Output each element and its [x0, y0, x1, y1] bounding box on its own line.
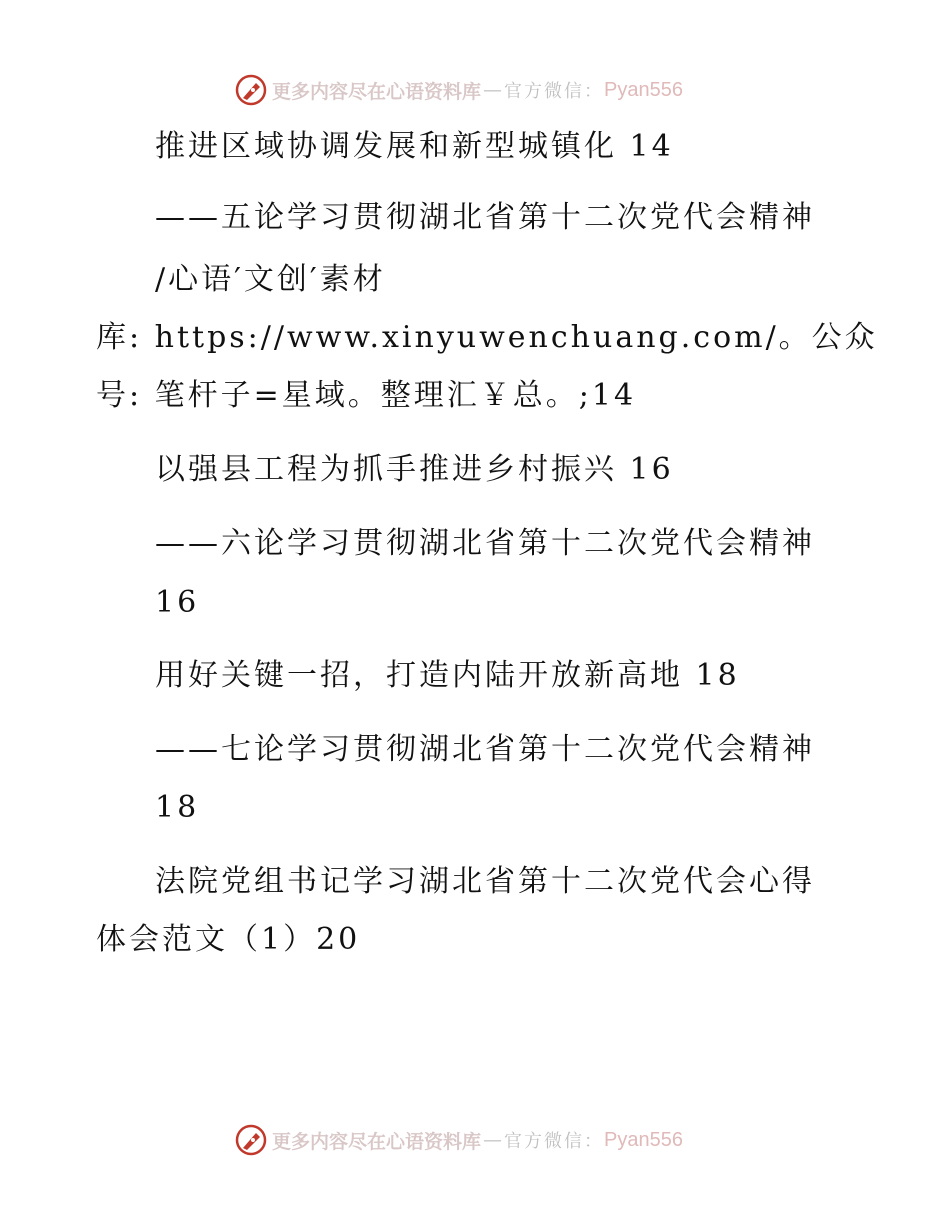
toc-entry-title: 用好关键一招，打造内陆开放新高地 18: [155, 658, 740, 693]
watermark-text: 更多内容尽在心语资料库: [272, 1130, 482, 1153]
watermark-banner-top: [234, 72, 683, 108]
watermark-sub: 官方微信：: [504, 81, 605, 102]
toc-entry-title: 以强县工程为抓手推进乡村振兴 16: [155, 452, 674, 487]
toc-page-number: 18: [155, 790, 200, 825]
watermark-id: Pyan556: [604, 1128, 683, 1151]
toc-entry-text: 号: 笔杆子=星域。整理汇￥总。;14: [96, 378, 637, 413]
watermark-sub: 官方微信：: [504, 1131, 605, 1152]
toc-entry-subtitle: ——七论学习贯彻湖北省第十二次党代会精神: [155, 732, 815, 767]
watermark-banner-bottom: [234, 1122, 683, 1158]
pen-nib-logo-icon: [234, 1123, 268, 1157]
toc-entry-text: /心语′文创′素材: [155, 262, 386, 297]
toc-entry-title: 法院党组书记学习湖北省第十二次党代会心得: [155, 864, 815, 899]
toc-entry-subtitle: ——六论学习贯彻湖北省第十二次党代会精神: [155, 526, 815, 561]
toc-entry-title: 推进区域协调发展和新型城镇化 14: [155, 129, 674, 164]
toc-entry-text: 体会范文（1）20: [96, 922, 361, 957]
pen-nib-logo-icon: [234, 73, 268, 107]
watermark-text: 更多内容尽在心语资料库: [272, 80, 482, 103]
watermark-id: Pyan556: [604, 78, 683, 101]
toc-entry-text: 库: https://www.xinyuwenchuang.com/。公众: [96, 320, 878, 355]
toc-page-number: 16: [155, 585, 200, 620]
watermark-dash: —: [483, 79, 503, 101]
watermark-dash: —: [483, 1129, 503, 1151]
toc-entry-subtitle: ——五论学习贯彻湖北省第十二次党代会精神: [155, 200, 815, 235]
